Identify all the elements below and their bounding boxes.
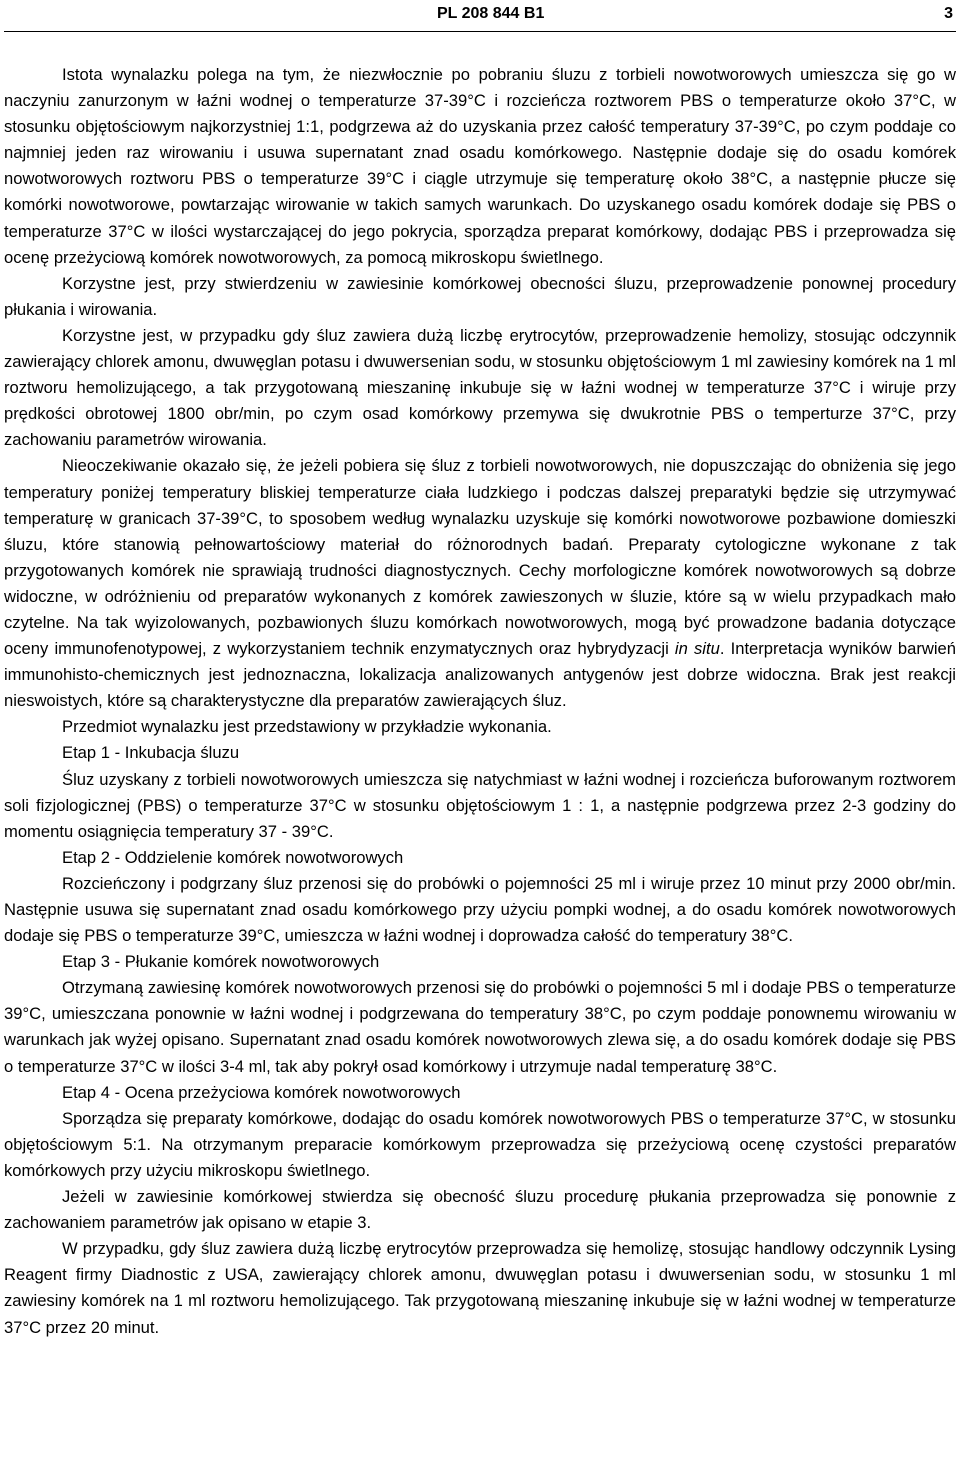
document-body <box>4 62 956 1341</box>
step-1-text: Śluz uzyskany z torbieli nowotworowych umieszcza się natychmiast w łaźni wodnej i rozcieńcza buforowanym roztworem soli fizjologicznej (PBS) o temperaturze 37°C w stosunku objętościowym 1 : 1, a następnie podgrzewa przez 2-3 godziny do momentu osiągnięcia temperatury 37 - 39°C. <box>4 769 956 841</box>
page-header <box>0 0 960 34</box>
page-number: 3 <box>944 5 953 22</box>
step-3-text: Otrzymaną zawiesinę komórek nowotworowych przenosi się do probówki o pojemności 5 ml i dodaje PBS o temperaturze 39°C, umieszczana ponownie w łaźni wodnej i podgrzewana do temperatury 38°C, po czym poddaje ponownemu wirowaniu w warunkach jak wyżej opisano. Supernatant znad osadu komórek nowotworowych zlewa się, a do osadu komórek dodaje się PBS o temperaturze 37°C w ilości 3-4 ml, tak aby pokrył osad komórkowy i utrzymuje nadal temperaturę 38°C. <box>4 978 956 1076</box>
paragraph-unexpected-text-b: . Interpretacja wyników barwień immunohisto-chemicznych jest jednoznaczna, lokalizacja analizowanych antygenów jest dobrze widoczna. Brak jest reakcji nieswoistych, które są charakterystyczne dla preparatów zawierających śluz. <box>4 639 956 711</box>
paragraph-unexpected-text-a: Nieoczekiwanie okazało się, że jeżeli pobiera się śluz z torbieli nowotworowych, nie dopuszczając do obniżenia się jego temperatury poniżej temperatury bliskiej temperaturze ciała ludzkiego i podczas dalszej preparatyki będzie się utrzymywać temperaturę w granicach 37-39°C, to sposobem według wynalazku uzyskuje się komórki nowotworowe pozbawione domieszki śluzu, które stanowią pełnowartościowy materiał do różnorodnych badań. Preparaty cytologiczne wykonane z tak przygotowanych komórek nie sprawiają trudności diagnostycznych. Cechy morfologiczne komórek nowotworowych są dobrze widoczne, w odróżnieniu od preparatów wykonanych z komórek zawieszonych w śluzie, które są w wielu przypadkach mało czytelne. Na tak wyizolowanych, pozbawionych śluzu komórkach nowotworowych, mogą być prowadzone badania dotyczące oceny immunofenotypowej, z wykorzystaniem technik enzymatycznych oraz hybrydyzacji <box>4 456 956 659</box>
header-rule <box>4 31 956 32</box>
step-2-title: Etap 2 - Oddzielenie komórek nowotworowych <box>62 847 404 867</box>
paragraph-mucus-rinse: Korzystne jest, przy stwierdzeniu w zawiesinie komórkowej obecności śluzu, przeprowadzenie ponownej procedury płukania i wirowania. <box>4 273 956 319</box>
patent-number: PL 208 844 B1 <box>437 5 545 22</box>
step-3-title: Etap 3 - Płukanie komórek nowotworowych <box>62 952 380 972</box>
paragraph-erythrocytes: W przypadku, gdy śluz zawiera dużą liczbę erytrocytów przeprowadza się hemolizę, stosując handlowy odczynnik Lysing Reagent firmy Diadnostic z USA, zawierający chlorek amonu, dwuwęglan potasu i dwuwersenian sodu, w stosunku 1 ml zawiesiny komórek na 1 ml roztworu hemolizującego. Tak przygotowaną mieszaninę inkubuje się w łaźni wodnej w temperaturze 37°C przez 20 minut. <box>4 1239 956 1337</box>
step-4-title: Etap 4 - Ocena przeżyciowa komórek nowotworowych <box>62 1082 461 1102</box>
in-situ-term: in situ <box>674 639 720 659</box>
paragraph-unexpected-result <box>4 453 956 714</box>
paragraph-subject: Przedmiot wynalazku jest przedstawiony w przykładzie wykonania. <box>62 717 552 737</box>
paragraph-repeat-rinse: Jeżeli w zawiesinie komórkowej stwierdza się obecność śluzu procedurę płukania przeprowadza się ponownie z zachowaniem parametrów jak opisano w etapie 3. <box>4 1187 956 1233</box>
paragraph-essence: Istota wynalazku polega na tym, że niezwłocznie po pobraniu śluzu z torbieli nowotworowych umieszcza się go w naczyniu zanurzonym w łaźni wodnej o temperaturze 37-39°C i rozcieńcza roztworem PBS o temperaturze około 37°C, w stosunku objętościowym najkorzystniej 1:1, podgrzewa aż do uzyskania przez całość temperatury 37-39°C, po czym poddaje co najmniej jeden raz wirowaniu i usuwa supernatant znad osadu komórkowego. Następnie dodaje się do osadu komórek nowotworowych roztworu PBS o temperaturze 39°C i ciągle utrzymuje się temperaturę około 38°C, a następnie płucze się komórki nowotworowe, powtarzając wirowanie w takich samych warunkach. Do uzyskanego osadu komórek dodaje się PBS o temperaturze 37°C w ilości wystarczającej do jego pokrycia, sporządza preparat komórkowy, dodając PBS i przeprowadza się ocenę przeżyciową komórek nowotworowych, za pomocą mikroskopu świetlnego. <box>4 65 956 267</box>
step-1-title: Etap 1 - Inkubacja śluzu <box>62 743 240 763</box>
step-2-text: Rozcieńczony i podgrzany śluz przenosi się do probówki o pojemności 25 ml i wiruje przez 10 minut przy 2000 obr/min. Następnie usuwa się supernatant znad osadu komórkowego przy użyciu pompki wodnej, a do osadu komórek nowotworowych dodaje się PBS o temperaturze 39°C, umieszcza w łaźni wodnej i doprowadza całość do temperatury 38°C. <box>4 873 956 946</box>
step-4-text: Sporządza się preparaty komórkowe, dodając do osadu komórek nowotworowych PBS o temperaturze 37°C, w stosunku objętościowym 5:1. Na otrzymanym preparacie komórkowym przeprowadza się przeżyciową ocenę czystości preparatów komórkowych przy użyciu mikroskopu świetlnego. <box>4 1108 956 1180</box>
paragraph-hemolysis: Korzystne jest, w przypadku gdy śluz zawiera dużą liczbę erytrocytów, przeprowadzenie hemolizy, stosując odczynnik zawierający chlorek amonu, dwuwęglan potasu i dwuwersenian sodu, w stosunku objętościowym 1 ml zawiesiny komórek na 1 ml roztworu hemolizującego, a tak przygotowaną mieszaninę inkubuje się w łaźni wodnej w temperaturze 37°C i wiruje przy prędkości obrotowej 1800 obr/min, po czym osad komórkowy przemywa się dwukrotnie PBS o temperturze 37°C, przy zachowaniu parametrów wirowania. <box>4 325 956 450</box>
